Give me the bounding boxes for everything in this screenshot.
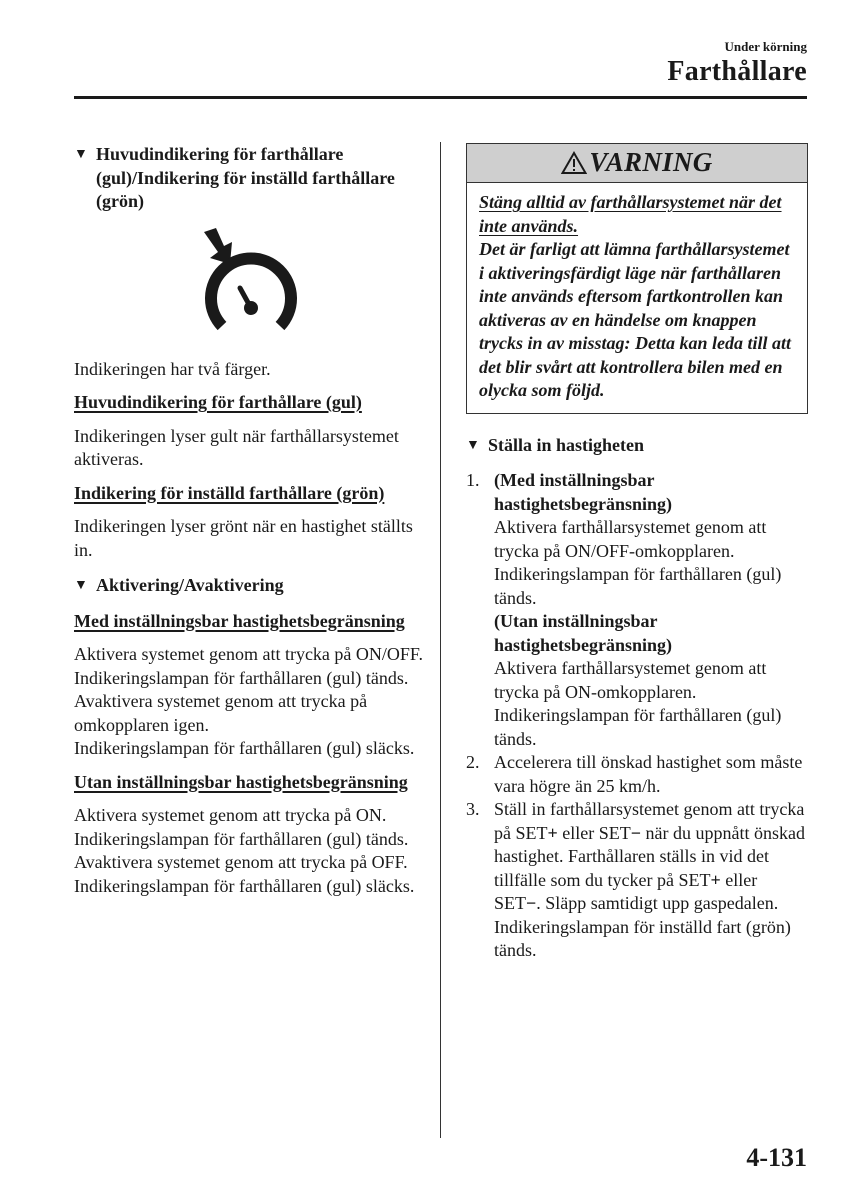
heading-indicator-text: Huvudindikering för farthållare (gul)/Indikering för inställd farthållare (grön) <box>96 144 395 211</box>
step-number: 2. <box>466 752 480 772</box>
step-3-text-b: eller SET <box>557 822 631 843</box>
plus-symbol: + <box>547 822 558 843</box>
heading-set-speed <box>466 434 808 458</box>
minus-symbol: − <box>630 822 642 843</box>
subheading-with-limiter: Med inställningsbar hastighetsbegränsning <box>74 610 405 631</box>
section-label: Under körning <box>724 39 807 54</box>
step-1a-text: Aktivera farthållarsystemet genom att trycka på ON/OFF-omkopplaren. Indikeringslampan för farthållaren (gul) tänds. <box>494 517 782 608</box>
step-1b-title: (Utan inställningsbar hastighetsbegränsning) <box>494 611 673 655</box>
without-limiter-para-1: Aktivera systemet genom att trycka på ON. Indikeringslampan för farthållaren (gul) tänds. <box>74 805 409 849</box>
minus-symbol: − <box>526 893 537 913</box>
left-column <box>74 143 424 898</box>
page-title: Farthållare <box>667 56 807 87</box>
step-3-text-a: Ställ in farthållarsystemet genom att trycka på SET <box>494 799 805 843</box>
warning-header <box>467 144 807 183</box>
triangle-bullet-icon: ▼ <box>466 437 480 453</box>
with-limiter-para-1: Aktivera systemet genom att trycka på ON/OFF. Indikeringslampan för farthållaren (gul) tänds. <box>74 644 423 688</box>
steps-list <box>466 469 808 963</box>
cruise-control-speedometer-icon <box>194 228 304 344</box>
warning-body <box>467 183 807 413</box>
with-limiter-para-3: Indikeringslampan för farthållaren (gul) släcks. <box>74 738 415 758</box>
without-limiter-para-3: Indikeringslampan för farthållaren (gul) släcks. <box>74 875 415 896</box>
set-indicator-text: Indikeringen lyser grönt när en hastighet ställts in. <box>74 516 413 560</box>
heading-activation <box>74 574 424 598</box>
step-2-text: Accelerera till önskad hastighet som måste vara högre än 25 km/h. <box>494 752 803 796</box>
subheading-set-indicator: Indikering för inställd farthållare (grön) <box>74 482 385 503</box>
heading-activation-text: Aktivering/Avaktivering <box>96 575 284 595</box>
heading-indicator <box>74 143 424 214</box>
intro-text: Indikeringen har två färger. <box>74 358 271 379</box>
subheading-without-limiter: Utan inställningsbar hastighetsbegränsning <box>74 771 408 792</box>
step-3-text-e: . Släpp samtidigt upp gaspedalen. Indikeringslampan för inställd fart (grön) tänds. <box>494 893 791 960</box>
warning-triangle-icon <box>561 151 587 175</box>
right-column <box>466 143 808 963</box>
column-divider <box>440 142 441 1138</box>
heading-set-speed-text: Ställa in hastigheten <box>488 434 645 455</box>
warning-lead: Stäng alltid av farthållarsystemet när det inte används. <box>479 192 782 236</box>
triangle-bullet-icon: ▼ <box>74 578 88 593</box>
warning-text: Det är farligt att lämna farthållarsystemet i aktiveringsfärdigt läge när farthållaren inte används eftersom fartkontrollen kan aktiveras av en händelse om knappen trycks in av misstag: Detta kan leda till att det blir svårt att kontrollera bilen med en olycka som följd. <box>479 239 791 400</box>
warning-box <box>466 143 808 414</box>
warning-title: VARNING <box>589 147 713 178</box>
list-item <box>466 798 808 963</box>
step-1a-title: (Med inställningsbar hastighetsbegränsning) <box>494 470 673 514</box>
step-number: 1. <box>466 470 480 490</box>
list-item <box>466 751 808 798</box>
cruise-control-icon-container <box>74 228 424 358</box>
step-number: 3. <box>466 799 480 819</box>
list-item <box>466 469 808 751</box>
plus-symbol: + <box>710 869 721 890</box>
step-1b-text: Aktivera farthållarsystemet genom att trycka på ON-omkopplaren. Indikeringslampan för farthållaren (gul) tänds. <box>494 658 782 749</box>
subheading-main-indicator: Huvudindikering för farthållare (gul) <box>74 392 362 412</box>
step-3-text-c: när du uppnått önskad hastighet. Farthållaren ställs in vid det tillfälle som du tycker på SET <box>494 822 805 890</box>
triangle-bullet-icon: ▼ <box>74 147 88 162</box>
step-3-text-d: eller SET <box>494 869 758 913</box>
without-limiter-para-2: Avaktivera systemet genom att trycka på OFF. <box>74 852 408 872</box>
with-limiter-para-2: Avaktivera systemet genom att trycka på omkopplaren igen. <box>74 691 368 735</box>
header-rule <box>74 96 807 99</box>
main-indicator-text: Indikeringen lyser gult när farthållarsystemet aktiveras. <box>74 425 399 469</box>
page-number: 4-131 <box>746 1143 807 1172</box>
